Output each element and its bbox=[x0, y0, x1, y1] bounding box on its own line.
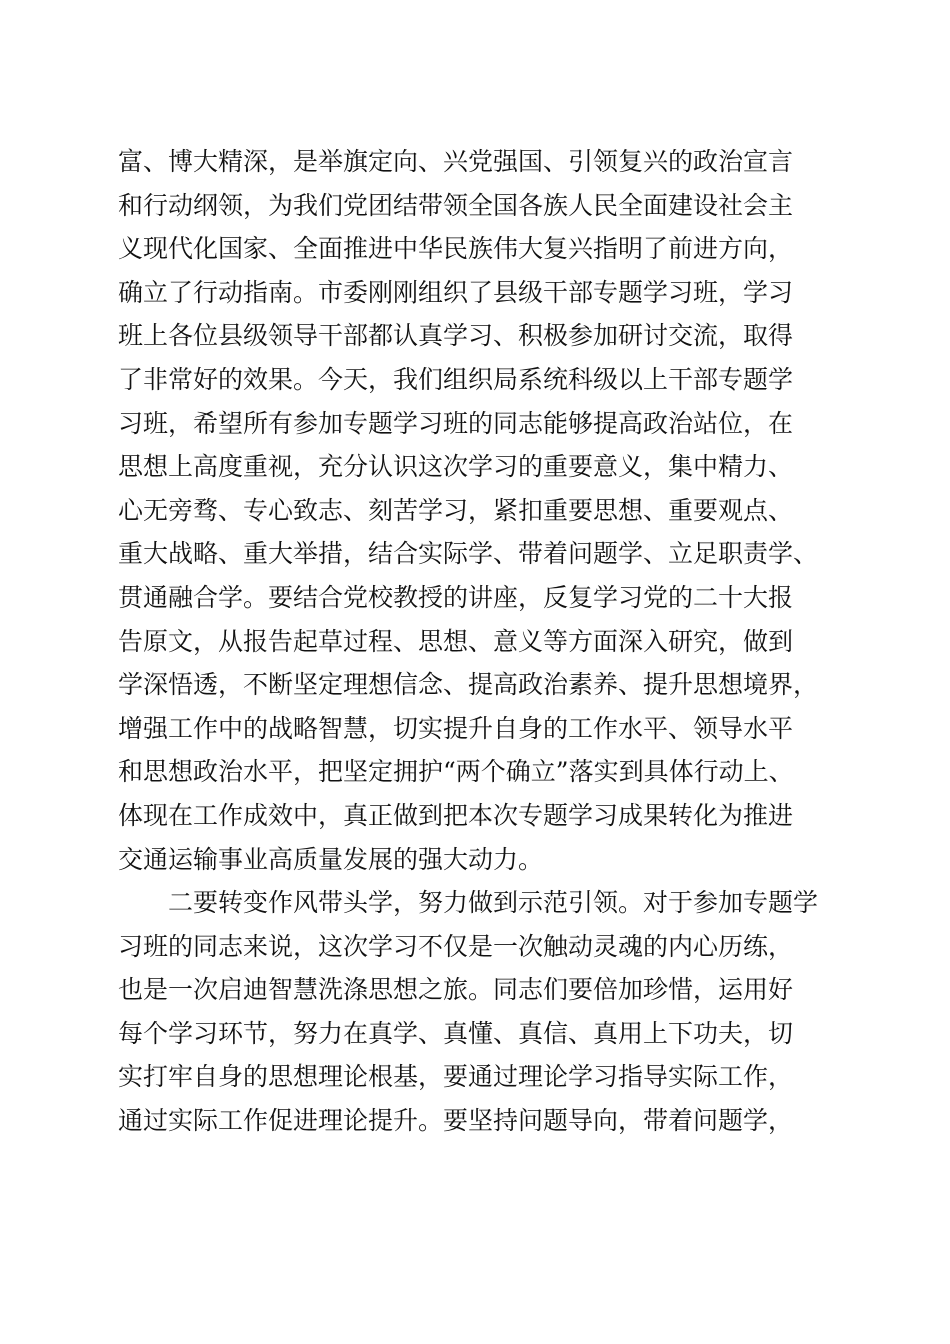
text-line: 确立了行动指南。市委刚刚组织了县级干部专题学习班，学习 bbox=[118, 277, 794, 307]
text-line: 交通运输事业高质量发展的强大动力。 bbox=[118, 844, 544, 874]
text-line: 每个学习环节，努力在真学、真懂、真信、真用上下功夫，切 bbox=[118, 1018, 794, 1048]
text-line: 重大战略、重大举措，结合实际学、带着问题学、立足职责学、 bbox=[118, 539, 819, 569]
text-line: 思想上高度重视，充分认识这次学习的重要意义，集中精力、 bbox=[118, 452, 794, 482]
text-line: 实打牢自身的思想理论根基，要通过理论学习指导实际工作， bbox=[118, 1062, 794, 1092]
text-line: 通过实际工作促进理论提升。要坚持问题导向，带着问题学， bbox=[118, 1106, 794, 1136]
text-line: 增强工作中的战略智慧，切实提升自身的工作水平、领导水平 bbox=[118, 713, 794, 743]
text-line: 学深悟透，不断坚定理想信念、提高政治素养、提升思想境界， bbox=[118, 670, 819, 700]
paragraph-start-line: 二要转变作风带头学，努力做到示范引领。对于参加专题学 bbox=[168, 888, 819, 918]
text-line: 贯通融合学。要结合党校教授的讲座，反复学习党的二十大报 bbox=[118, 582, 794, 612]
text-line: 告原文，从报告起草过程、思想、意义等方面深入研究，做到 bbox=[118, 626, 794, 656]
text-line: 也是一次启迪智慧洗涤思想之旅。同志们要倍加珍惜，运用好 bbox=[118, 975, 794, 1005]
text-line: 习班的同志来说，这次学习不仅是一次触动灵魂的内心历练， bbox=[118, 931, 794, 961]
text-line: 体现在工作成效中，真正做到把本次专题学习成果转化为推进 bbox=[118, 800, 794, 830]
text-line: 习班，希望所有参加专题学习班的同志能够提高政治站位，在 bbox=[118, 408, 794, 438]
text-line: 心无旁骛、专心致志、刻苦学习，紧扣重要思想、重要观点、 bbox=[118, 495, 794, 525]
text-line: 了非常好的效果。今天，我们组织局系统科级以上干部专题学 bbox=[118, 364, 794, 394]
text-line: 和思想政治水平，把坚定拥护“两个确立”落实到具体行动上、 bbox=[118, 757, 794, 787]
text-line: 班上各位县级领导干部都认真学习、积极参加研讨交流，取得 bbox=[118, 321, 794, 351]
text-line: 和行动纲领，为我们党团结带领全国各族人民全面建设社会主 bbox=[118, 190, 794, 220]
text-line: 义现代化国家、全面推进中华民族伟大复兴指明了前进方向， bbox=[118, 234, 794, 264]
text-line: 富、博大精深，是举旗定向、兴党强国、引领复兴的政治宣言 bbox=[118, 147, 794, 176]
body-text bbox=[118, 140, 858, 1143]
